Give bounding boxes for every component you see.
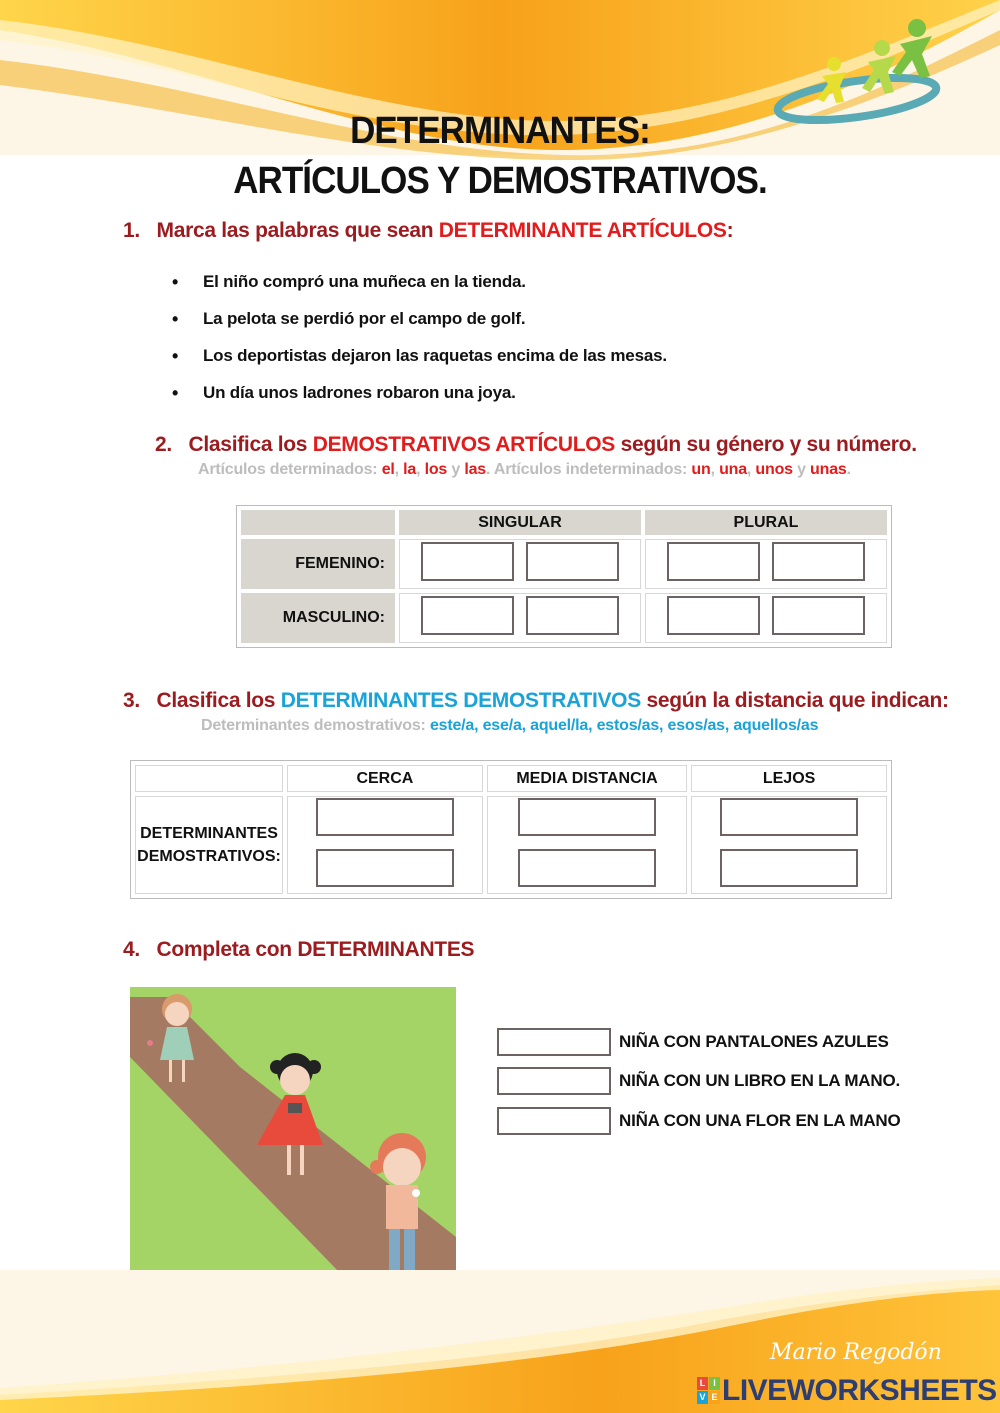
section-1-number: 1. [123, 219, 140, 242]
hint-period: . [846, 461, 851, 478]
row-label-line-1: DETERMINANTES [140, 825, 278, 842]
answer-input[interactable] [772, 542, 865, 581]
hint-word: unas [810, 461, 847, 478]
sentence-item[interactable]: • El niño compró una muñeca en la tienda. [170, 268, 667, 305]
cell-fem-singular [399, 539, 641, 589]
answer-input[interactable] [720, 798, 858, 836]
cell-media-distancia [487, 796, 687, 894]
fill-row-label: NIÑA CON UNA FLOR EN LA MANO [619, 1111, 901, 1130]
answer-input[interactable] [518, 798, 656, 836]
sentence-list [170, 268, 667, 416]
page-title-line-2: ARTÍCULOS Y DEMOSTRATIVOS. [233, 160, 767, 202]
answer-input[interactable] [667, 542, 760, 581]
section-1-colon: : [726, 219, 734, 242]
section-3-hint [201, 717, 818, 735]
hint-period: . [485, 461, 491, 478]
hint-word: los [424, 461, 448, 478]
hint-comma: , [416, 461, 421, 478]
section-3-number: 3. [123, 689, 140, 712]
section-2-text: Clasifica los [188, 433, 308, 456]
column-header-cerca: CERCA [287, 765, 483, 792]
hint-word: la [403, 461, 417, 478]
answer-input[interactable] [518, 849, 656, 887]
answer-input[interactable] [421, 596, 514, 635]
girls-on-path-illustration [130, 987, 456, 1273]
cell-masc-singular [399, 593, 641, 643]
cell-masc-plural [645, 593, 887, 643]
badge-letter: I [709, 1377, 720, 1390]
section-3-heading [123, 689, 949, 713]
section-4-heading [123, 938, 474, 962]
row-label-femenino: FEMENINO: [241, 539, 395, 589]
column-header-singular: SINGULAR [399, 510, 641, 535]
row-label-masculino: MASCULINO: [241, 593, 395, 643]
column-header-plural: PLURAL [645, 510, 887, 535]
section-2-text-after: según su género y su número. [620, 433, 917, 456]
hint-word: las [464, 461, 486, 478]
hint-words: este/a, ese/a, aquel/la, estos/as, esos/as, aquellos/as [429, 717, 819, 734]
page-title-line-1: DETERMINANTES: [350, 110, 650, 152]
badge-letter: L [697, 1377, 708, 1390]
hint-word: el [381, 461, 395, 478]
section-2-number: 2. [155, 433, 172, 456]
hint-and: y [451, 461, 461, 478]
liveworksheets-brand[interactable]: LIVEWORKSHEETS [722, 1374, 997, 1407]
hint-comma: , [746, 461, 752, 478]
fill-row-3 [497, 1107, 901, 1135]
answer-input[interactable] [667, 596, 760, 635]
section-3-highlight: DETERMINANTES DEMOSTRATIVOS [280, 689, 641, 712]
row-label-line-2: DEMOSTRATIVOS: [137, 848, 281, 865]
column-header-lejos: LEJOS [691, 765, 887, 792]
cell-fem-plural [645, 539, 887, 589]
answer-input[interactable] [526, 542, 619, 581]
section-4-text: Completa con DETERMINANTES [156, 938, 475, 961]
section-4-number: 4. [123, 938, 140, 961]
fill-row-2 [497, 1067, 900, 1095]
hint-comma: , [394, 461, 399, 478]
hint-indet-label: Artículos indeterminados: [493, 461, 688, 478]
hint-word: unos [755, 461, 793, 478]
cell-cerca [287, 796, 483, 894]
answer-input[interactable] [497, 1107, 611, 1135]
fill-row-label: NIÑA CON UN LIBRO EN LA MANO. [619, 1071, 900, 1090]
section-2-heading [155, 433, 917, 457]
hint-det-label: Artículos determinados: [198, 461, 378, 478]
section-1-text: Marca las palabras que sean [156, 219, 434, 242]
author-signature: Mario Regodón [770, 1340, 942, 1365]
section-1-heading [123, 219, 733, 243]
hint-word: una [719, 461, 747, 478]
section-2-hint [198, 461, 851, 479]
hint-and: y [797, 461, 806, 478]
cell-lejos [691, 796, 887, 894]
section-3-text-after: según la distancia que indican: [646, 689, 949, 712]
section-3-text: Clasifica los [156, 689, 276, 712]
answer-input[interactable] [497, 1028, 611, 1056]
demonstratives-table [130, 760, 892, 899]
table-corner [135, 765, 283, 792]
answer-input[interactable] [526, 596, 619, 635]
liveworksheets-badge-icon [697, 1377, 719, 1405]
answer-input[interactable] [720, 849, 858, 887]
articles-classification-table [236, 505, 892, 648]
section-2-highlight: DEMOSTRATIVOS ARTÍCULOS [312, 433, 616, 456]
hint-comma: , [710, 461, 715, 478]
badge-letter: E [709, 1391, 720, 1404]
sentence-item[interactable]: • Un día unos ladrones robaron una joya. [170, 379, 667, 416]
answer-input[interactable] [316, 849, 454, 887]
fill-row-1 [497, 1028, 889, 1056]
hint-word: un [691, 461, 711, 478]
answer-input[interactable] [316, 798, 454, 836]
column-header-media-distancia: MEDIA DISTANCIA [487, 765, 687, 792]
sentence-item[interactable]: • Los deportistas dejaron las raquetas encima de las mesas. [170, 342, 667, 379]
table-corner [241, 510, 395, 535]
badge-letter: V [697, 1391, 708, 1404]
answer-input[interactable] [772, 596, 865, 635]
row-label-demostrativos [135, 796, 283, 894]
answer-input[interactable] [421, 542, 514, 581]
hint-label: Determinantes demostrativos: [201, 717, 426, 734]
sentence-item[interactable]: • La pelota se perdió por el campo de golf. [170, 305, 667, 342]
fill-row-label: NIÑA CON PANTALONES AZULES [619, 1032, 889, 1051]
section-1-highlight: DETERMINANTE ARTÍCULOS [438, 219, 727, 242]
answer-input[interactable] [497, 1067, 611, 1095]
